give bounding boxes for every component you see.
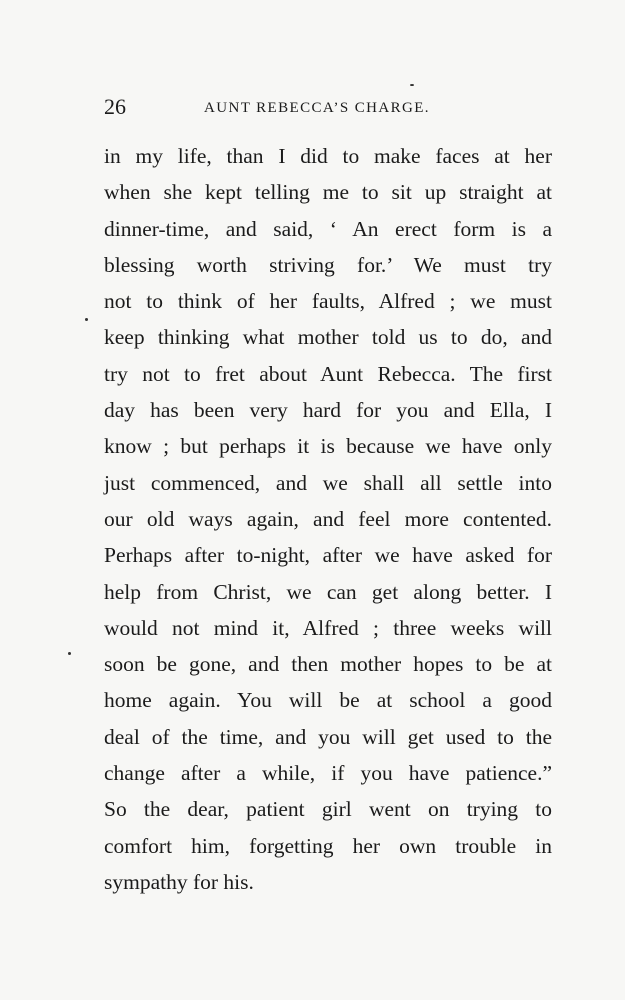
text-line: would not mind it, Alfred ; three weeks will: [104, 615, 552, 640]
text-line: dinner-time, and said, ‘ An erect form is a: [104, 216, 552, 241]
print-speck: [85, 318, 88, 321]
page-number: 26: [104, 94, 126, 119]
print-speck: [68, 652, 71, 655]
text-line: blessing worth striving for.’ We must try: [104, 252, 552, 277]
text-line: when she kept telling me to sit up straight at: [104, 180, 552, 205]
text-line: So the dear, patient girl went on trying to: [104, 797, 552, 822]
text-line: day has been very hard for you and Ella, I: [104, 398, 552, 423]
text-line: change after a while, if you have patience.”: [104, 761, 552, 786]
text-line: sympathy for his.: [104, 869, 254, 894]
text-line: deal of the time, and you will get used to the: [104, 724, 552, 749]
running-head: AUNT REBECCA’S CHARGE.: [204, 100, 430, 116]
text-line: try not to fret about Aunt Rebecca. The first: [104, 361, 552, 386]
text-line: home again. You will be at school a good: [104, 688, 552, 713]
text-line: know ; but perhaps it is because we have only: [104, 434, 552, 459]
text-line: soon be gone, and then mother hopes to be at: [104, 652, 552, 677]
body-text: [104, 138, 552, 900]
text-line: not to think of her faults, Alfred ; we must: [104, 289, 552, 314]
page-header: [104, 92, 552, 122]
text-line: our old ways again, and feel more contented.: [104, 506, 552, 531]
text-line: help from Christ, we can get along better. I: [104, 579, 552, 604]
text-line: just commenced, and we shall all settle into: [104, 470, 552, 495]
text-line: keep thinking what mother told us to do, and: [104, 325, 552, 350]
text-line: comfort him, forgetting her own trouble in: [104, 833, 552, 858]
print-speck: [410, 84, 414, 86]
text-line: Perhaps after to-night, after we have asked for: [104, 543, 552, 568]
text-line: in my life, than I did to make faces at her: [104, 144, 552, 168]
